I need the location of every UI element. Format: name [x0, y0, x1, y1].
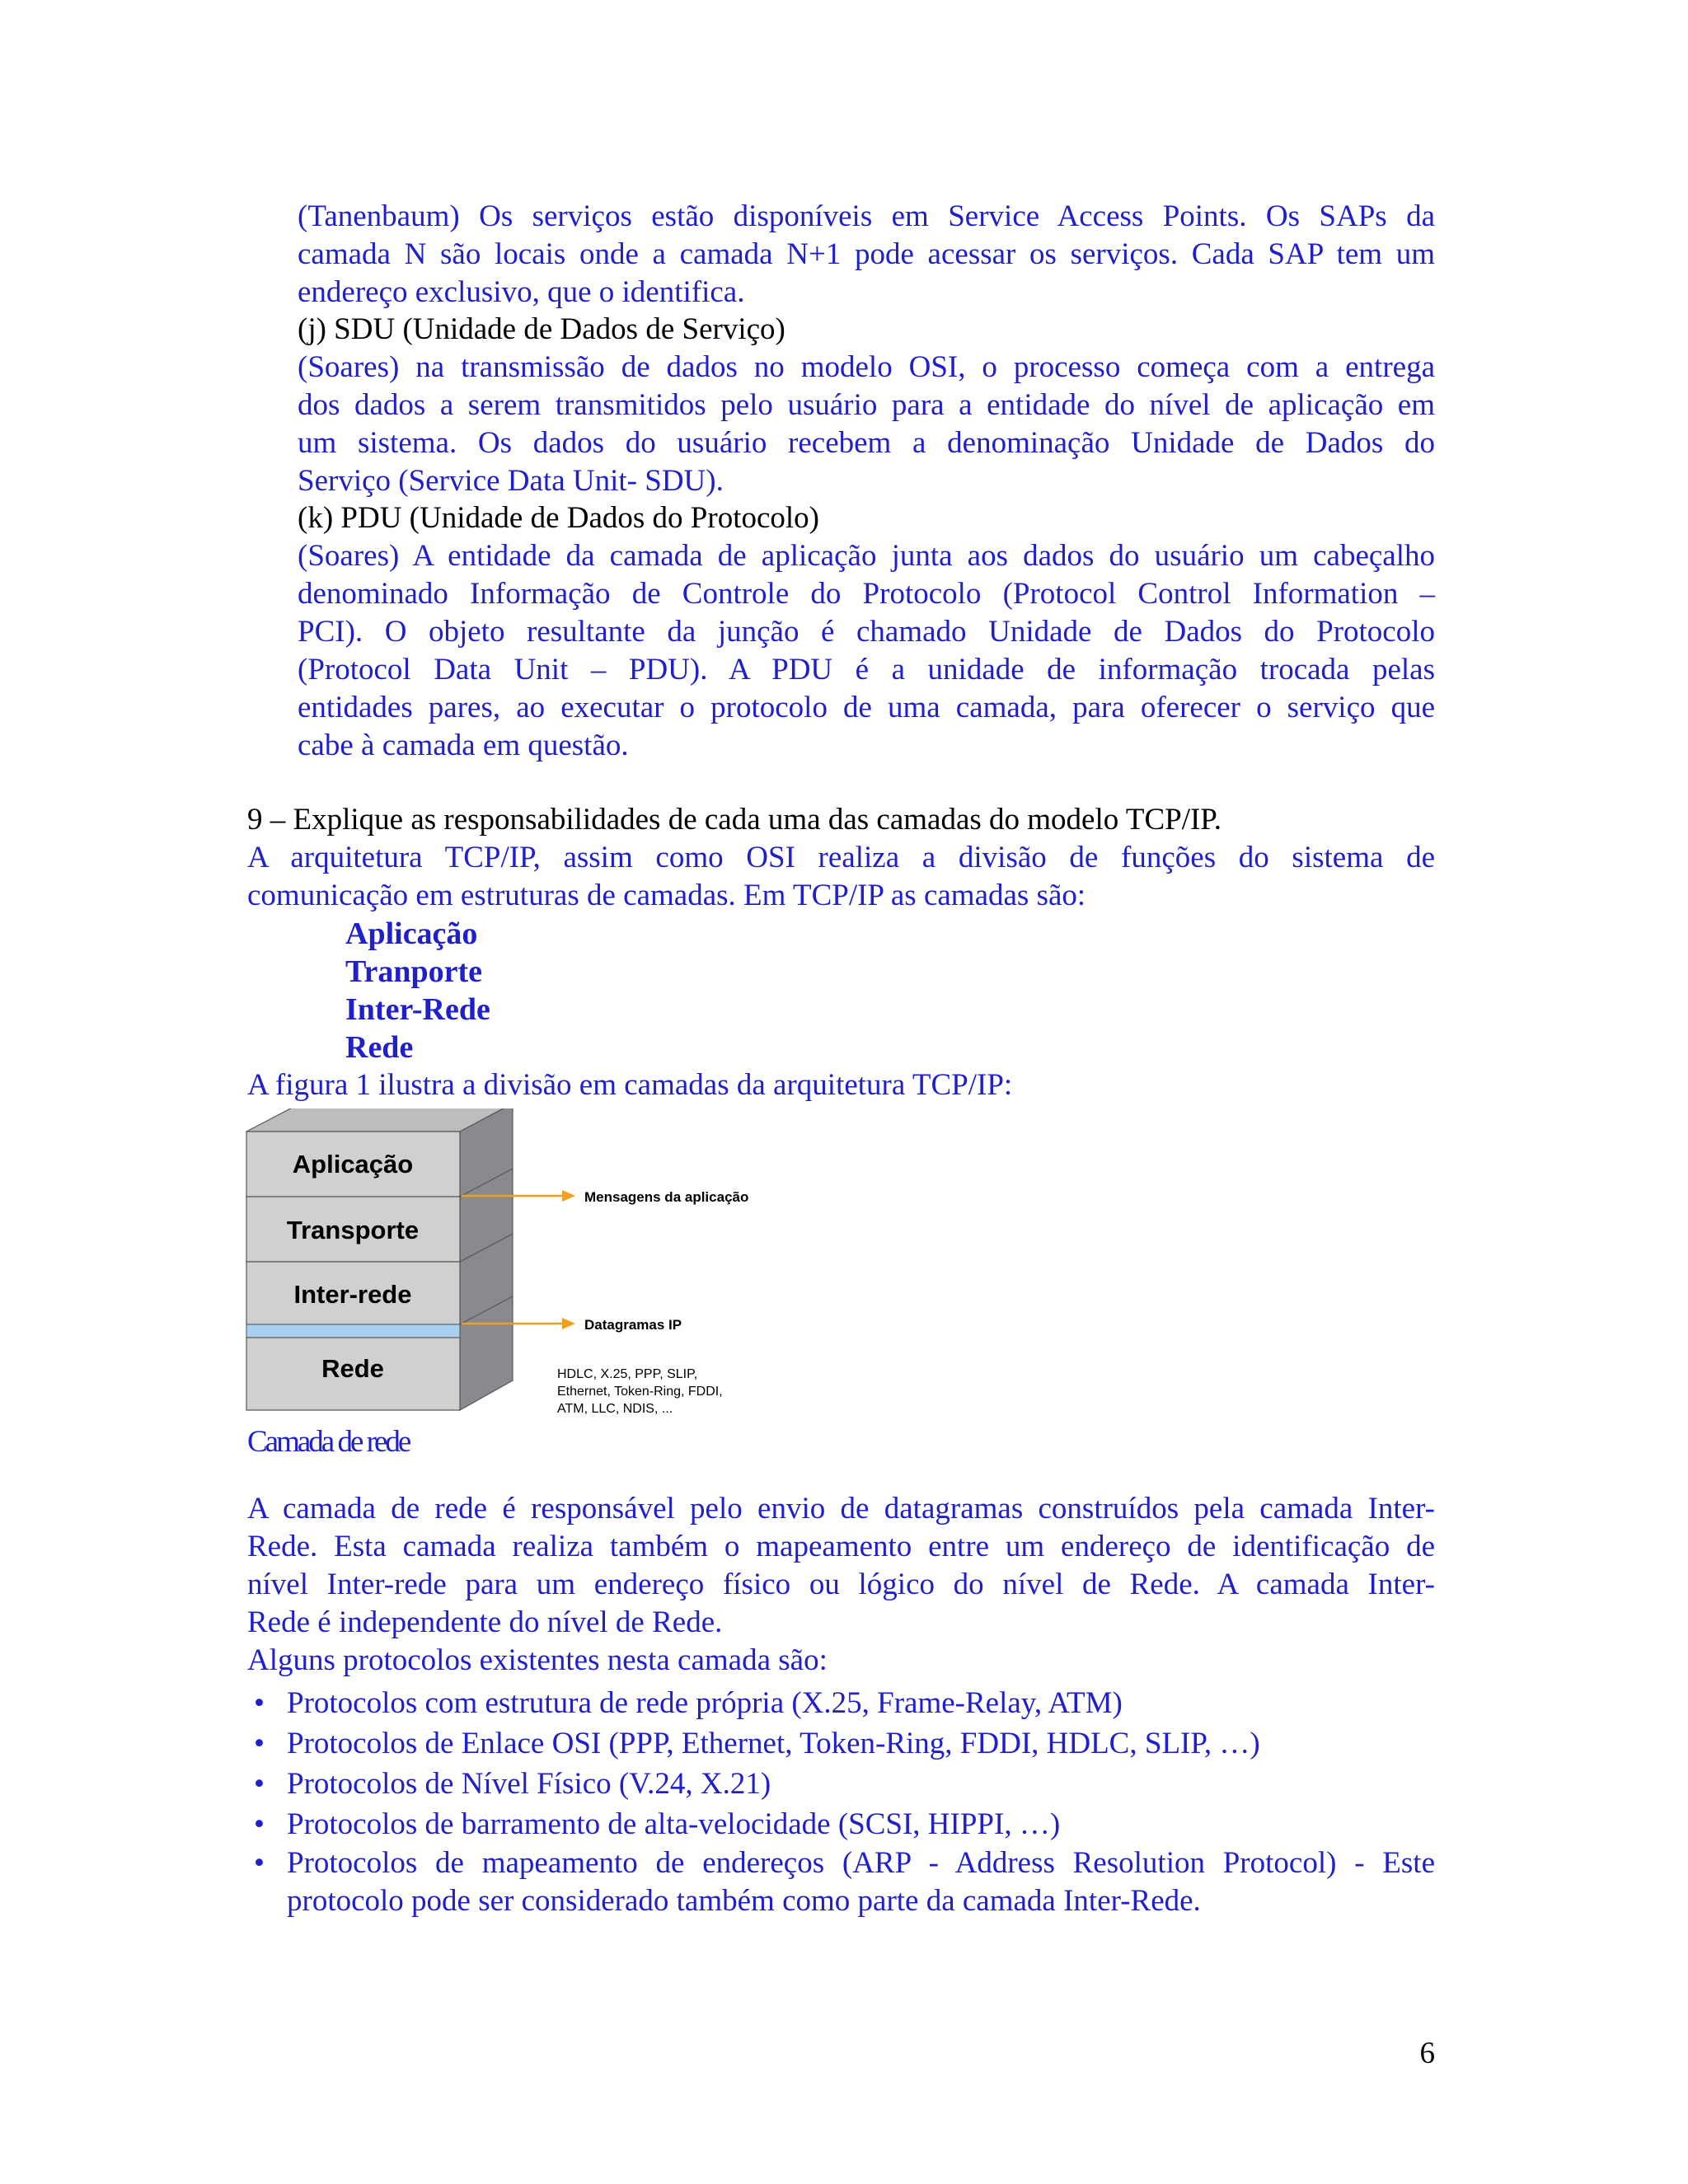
list-item	[247, 1804, 1435, 1844]
list-item-text: Protocolos de Nível Físico (V.24, X.21)	[287, 1767, 771, 1801]
text-line: entidades pares, ao executar o protocolo de uma camada, para oferecer o serviço que	[298, 691, 1435, 724]
text-line: Rede. Esta camada realiza também o mapeamento entre um endereço de identificação de	[247, 1530, 1435, 1563]
protocols-note-line: ATM, LLC, NDIS, ...	[557, 1402, 673, 1416]
text-line: endereço exclusivo, que o identifica.	[298, 275, 745, 309]
text-line: (Protocol Data Unit – PDU). A PDU é a unidade de informação trocada pelas	[298, 653, 1435, 687]
paragraph-soares-pdu	[298, 537, 1435, 765]
layer-label: Rede	[321, 1354, 384, 1383]
layer-item: Aplicação	[345, 916, 478, 951]
layer-item: Tranporte	[345, 954, 483, 989]
paragraph-tcpip-intro	[247, 839, 1435, 915]
list-item-text: Protocolos de mapeamento de endereços (ARP - Address Resolution Protocol) - Este protocolo pode ser considerado também como parte da camada Inter-Rede.	[287, 1846, 1435, 1918]
text-line: denominado Informação de Controle do Protocolo (Protocol Control Information –	[298, 577, 1435, 611]
section-heading-camada-rede: Camada de rede	[247, 1425, 410, 1459]
text-line: dos dados a serem transmitidos pelo usuário para a entidade do nível de aplicação em	[298, 388, 1435, 422]
text-line: Rede é independente do nível de Rede.	[247, 1605, 723, 1639]
protocols-note-line: HDLC, X.25, PPP, SLIP,	[557, 1367, 698, 1381]
text-line: nível Inter-rede para um endereço físico ou lógico do nível de Rede. A camada Inter-	[247, 1568, 1435, 1601]
bullet-icon: •	[254, 1727, 265, 1760]
arrow-head	[562, 1318, 575, 1329]
layer-item: Rede	[345, 1030, 414, 1065]
text-line: (Soares) na transmissão de dados no modelo OSI, o processo começa com a entrega	[298, 350, 1435, 384]
text-line: um sistema. Os dados do usuário recebem a denominação Unidade de Dados do	[298, 426, 1435, 460]
list-item-text: Protocolos de Enlace OSI (PPP, Ethernet, Token-Ring, FDDI, HDLC, SLIP, …)	[287, 1727, 1260, 1760]
item-j-heading: (j) SDU (Unidade de Dados de Serviço)	[298, 312, 785, 346]
item-k-heading: (k) PDU (Unidade de Dados do Protocolo)	[298, 501, 819, 535]
bullet-icon: •	[254, 1686, 265, 1720]
question-9: 9 – Explique as responsabilidades de cada uma das camadas do modelo TCP/IP.	[247, 803, 1222, 837]
list-item	[247, 1683, 1435, 1723]
text-line: camada N são locais onde a camada N+1 pode acessar os serviços. Cada SAP tem um	[298, 237, 1435, 271]
list-item	[247, 1723, 1435, 1764]
protocols-list	[247, 1683, 1435, 1920]
blue-band	[246, 1324, 460, 1338]
paragraph-soares-sdu	[298, 349, 1435, 500]
layer-item: Inter-Rede	[345, 992, 490, 1027]
list-item	[247, 1764, 1435, 1804]
block-side-face	[460, 1108, 513, 1410]
paragraph-tanenbaum-sap	[298, 198, 1435, 312]
tcpip-layers-list	[345, 915, 840, 1066]
protocols-intro: Alguns protocolos existentes nesta camada são:	[247, 1643, 828, 1677]
label-messages: Mensagens da aplicação	[584, 1189, 749, 1205]
list-item	[247, 1844, 1435, 1920]
list-item-text: Protocolos de barramento de alta-velocidade (SCSI, HIPPI, …)	[287, 1807, 1061, 1841]
page-number: 6	[1419, 2036, 1435, 2070]
bullet-icon: •	[254, 1807, 265, 1841]
layer-label: Transporte	[286, 1216, 420, 1244]
bullet-icon: •	[254, 1846, 265, 1880]
text-line: PCI). O objeto resultante da junção é chamado Unidade de Dados do Protocolo	[298, 615, 1435, 649]
paragraph-rede-desc	[247, 1490, 1435, 1642]
arrow-head	[562, 1190, 575, 1202]
tcpip-layer-diagram	[244, 1108, 788, 1422]
protocols-note-line: Ethernet, Token-Ring, FDDI,	[557, 1385, 723, 1399]
label-datagrams: Datagramas IP	[584, 1317, 682, 1333]
layer-label: Aplicação	[292, 1150, 414, 1179]
text-line: (Soares) A entidade da camada de aplicação junta aos dados do usuário um cabeçalho	[298, 539, 1435, 573]
list-item-text: Protocolos com estrutura de rede própria (X.25, Frame-Relay, ATM)	[287, 1686, 1123, 1720]
text-line: (Tanenbaum) Os serviços estão disponíveis em Service Access Points. Os SAPs da	[298, 199, 1435, 233]
layer-label: Inter-rede	[293, 1280, 412, 1309]
text-line: cabe à camada em questão.	[298, 729, 629, 762]
text-line: comunicação em estruturas de camadas. Em TCP/IP as camadas são:	[247, 879, 1086, 912]
text-line: A arquitetura TCP/IP, assim como OSI realiza a divisão de funções do sistema de	[247, 841, 1435, 874]
figure-intro: A figura 1 ilustra a divisão em camadas da arquitetura TCP/IP:	[247, 1068, 1013, 1102]
bullet-icon: •	[254, 1767, 265, 1801]
text-line: Serviço (Service Data Unit- SDU).	[298, 464, 724, 498]
text-line: A camada de rede é responsável pelo envio de datagramas construídos pela camada Inter-	[247, 1492, 1435, 1526]
